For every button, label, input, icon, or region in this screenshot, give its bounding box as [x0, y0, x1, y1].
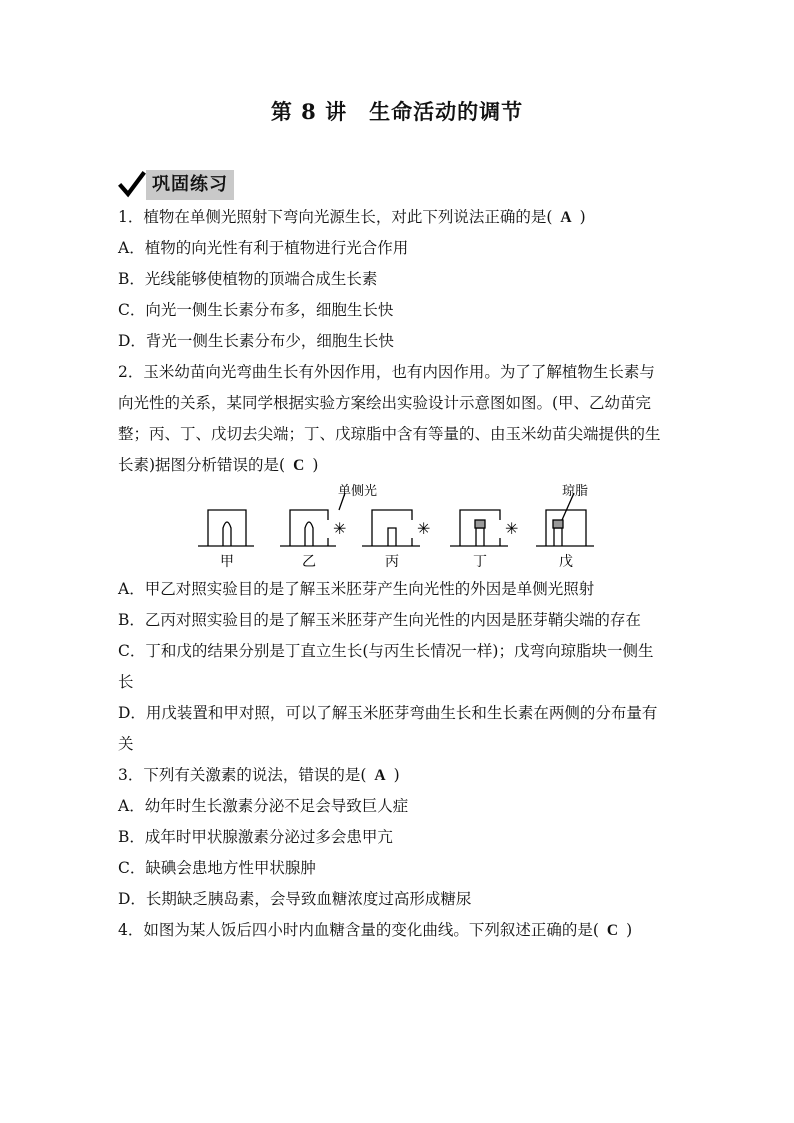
question-3-answer: A [374, 767, 386, 784]
question-2-stem-line-4: 长素)据图分析错误的是( C ) [118, 456, 319, 474]
agar-label: 琼脂 [562, 484, 589, 499]
question-3-option-d: D．长期缺乏胰岛素，会导致血糖浓度过高形成糖尿 [118, 890, 472, 908]
question-2-option-c: C．丁和戊的结果分别是丁直立生长(与丙生长情况一样)；戊弯向琼脂块一侧生 [118, 642, 654, 660]
light-source-star-bing: ✳ [417, 519, 431, 538]
page-title [0, 96, 794, 126]
question-1-stem: 1．植物在单侧光照射下弯向光源生长，对此下列说法正确的是( A ) [118, 208, 586, 226]
agar-block-wu [553, 520, 563, 528]
question-2-option-d-cont: 关 [118, 735, 134, 753]
light-label: 单侧光 [338, 484, 378, 499]
question-1-option-b: B．光线能够使植物的顶端合成生长素 [118, 270, 378, 288]
question-2-option-a: A．甲乙对照实验目的是了解玉米胚芽产生向光性的外因是单侧光照射 [118, 580, 595, 598]
cut-seedling-wu [554, 528, 562, 546]
lecture-number: 第 8 讲 [270, 99, 348, 124]
question-2-stem-line-1: 2．玉米幼苗向光弯曲生长有外因作用，也有内因作用。为了了解植物生长素与 [118, 363, 655, 381]
seedling-shoot-tip-yi [305, 522, 313, 546]
question-2-option-d: D．用戊装置和甲对照，可以了解玉米胚芽弯曲生长和生长素在两侧的分布量有 [118, 704, 658, 722]
question-3-stem: 3．下列有关激素的说法，错误的是( A ) [118, 766, 400, 784]
setup-bing [362, 510, 420, 546]
question-4-answer: C [606, 922, 619, 939]
section-label: 巩固练习 [146, 170, 234, 200]
experiment-figure [190, 480, 610, 579]
setup-ding [450, 510, 508, 546]
question-1-option-d: D．背光一侧生长素分布少，细胞生长快 [118, 332, 394, 350]
question-2-option-b: B．乙丙对照实验目的是了解玉米胚芽产生向光性的内因是胚芽鞘尖端的存在 [118, 611, 641, 629]
agar-block-ding [475, 520, 485, 528]
lecture-name: 生命活动的调节 [369, 99, 524, 124]
label-ding: 丁 [473, 554, 487, 570]
question-2-stem-line-2: 向光性的关系，某同学根据实验方案绘出实验设计示意图如图。(甲、乙幼苗完 [118, 394, 652, 412]
question-1-option-a: A．植物的向光性有利于植物进行光合作用 [118, 239, 409, 257]
cut-seedling-bing [388, 528, 396, 546]
label-yi: 乙 [302, 554, 316, 570]
question-3-option-c: C．缺碘会患地方性甲状腺肿 [118, 859, 316, 877]
question-3-option-b: B．成年时甲状腺激素分泌过多会患甲亢 [118, 828, 393, 846]
question-4-stem: 4．如图为某人饭后四小时内血糖含量的变化曲线。下列叙述正确的是( C ) [118, 921, 633, 939]
light-source-star-yi: ✳ [333, 519, 347, 538]
label-jia: 甲 [220, 554, 234, 570]
question-2-answer: C [293, 457, 305, 474]
label-wu: 戊 [559, 554, 573, 570]
check-icon [118, 171, 146, 199]
section-header [118, 170, 234, 200]
setup-jia [198, 510, 254, 546]
question-1-answer: A [560, 209, 572, 226]
cut-seedling-ding [476, 528, 484, 546]
label-bing: 丙 [385, 554, 399, 570]
question-2-stem-line-3: 整；丙、丁、戊切去尖端；丁、戊琼脂中含有等量的、由玉米幼苗尖端提供的生 [118, 425, 661, 443]
setup-wu [536, 493, 594, 546]
seedling-shoot-tip-jia [223, 522, 231, 546]
question-3-option-a: A．幼年时生长激素分泌不足会导致巨人症 [118, 797, 409, 815]
question-2-option-c-cont: 长 [118, 673, 134, 691]
question-1-option-c: C．向光一侧生长素分布多，细胞生长快 [118, 301, 394, 319]
light-source-star-ding: ✳ [505, 519, 519, 538]
